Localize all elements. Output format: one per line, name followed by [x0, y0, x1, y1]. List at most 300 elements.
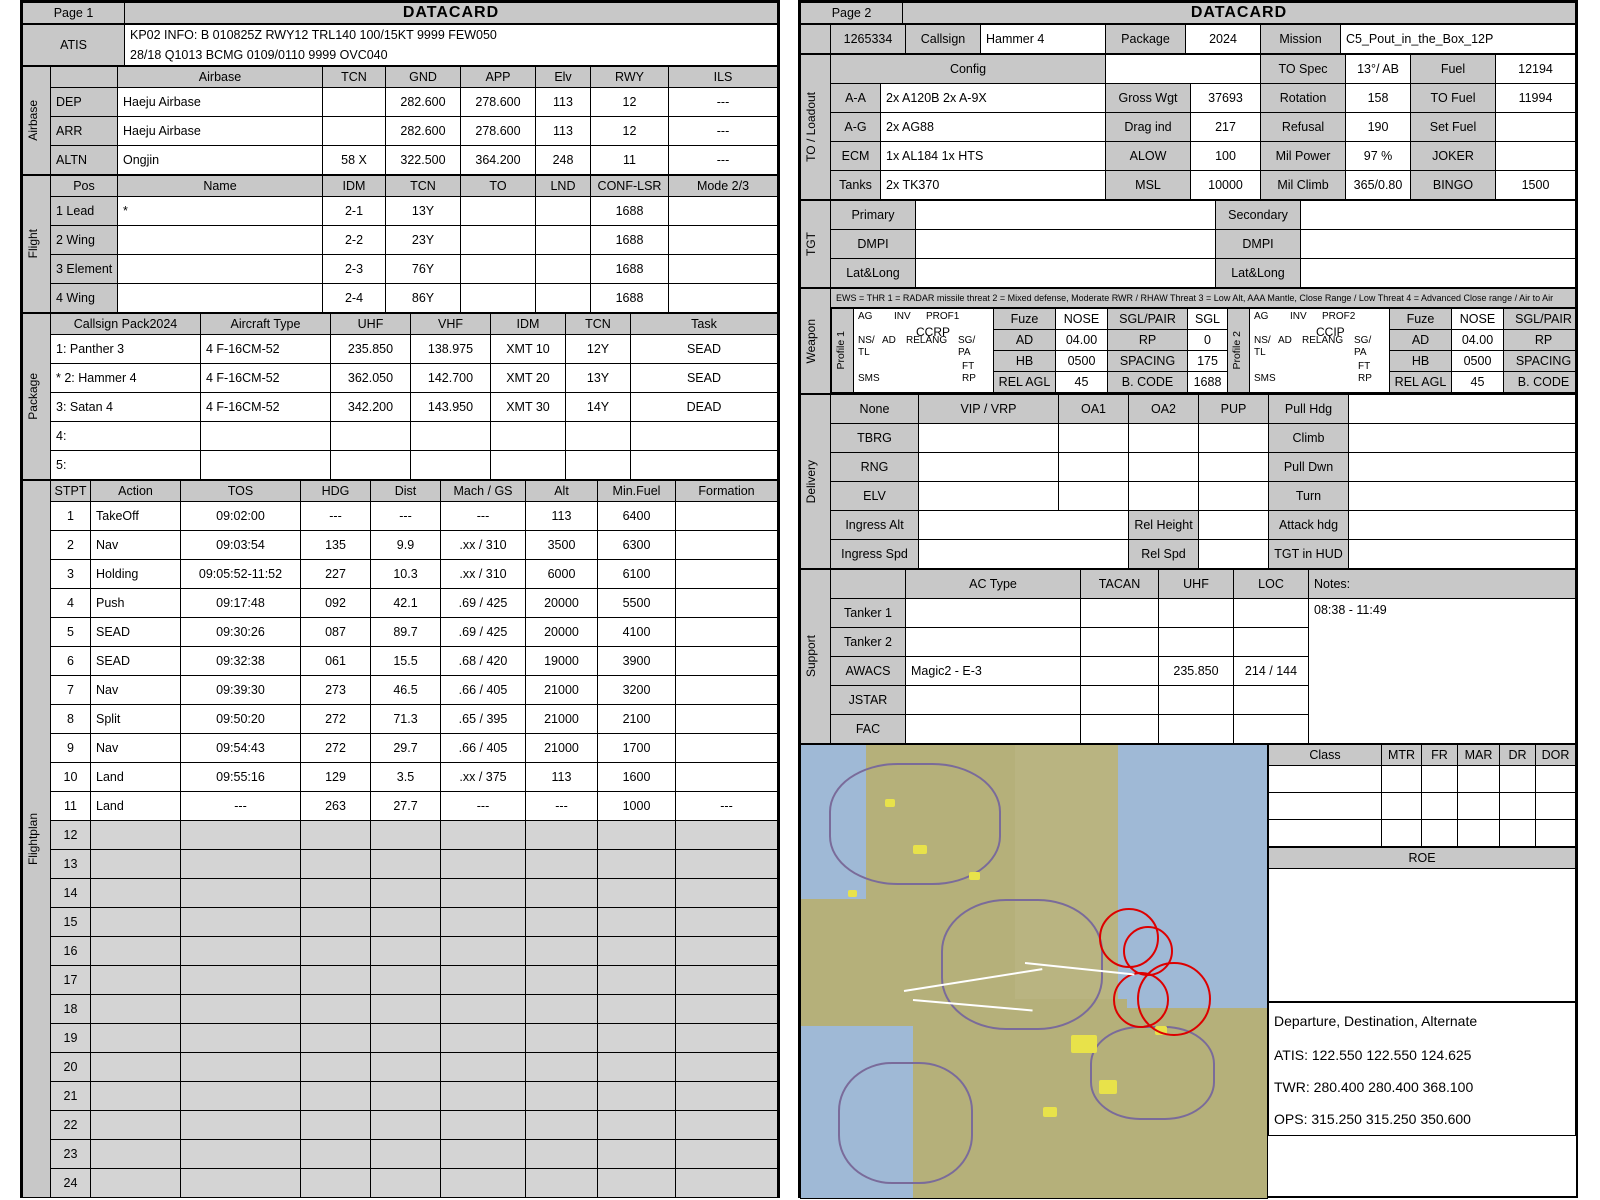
table-row	[23, 284, 778, 313]
profile-2-label-relang: RELANG	[1302, 335, 1344, 346]
fp-row-22-action	[91, 1111, 181, 1140]
fp-row-13-alt	[526, 850, 598, 879]
flightplan-section-label: Flightplan	[23, 481, 51, 1198]
package-col-task: Task	[631, 314, 778, 335]
tanker2-ac	[906, 628, 1081, 657]
alow-value: 100	[1191, 142, 1261, 171]
bingo-value: 1500	[1496, 171, 1576, 200]
fp-row-4-hdg: 092	[301, 589, 371, 618]
fp-row-22-fuel	[598, 1111, 676, 1140]
profile-1-spacing-label: SPACING	[1108, 351, 1188, 372]
fp-row-8-fuel: 2100	[598, 705, 676, 734]
flight-row-1-tcn: 13Y	[386, 197, 461, 226]
fp-row-19-form	[676, 1024, 778, 1053]
fp-row-2-dist: 9.9	[371, 531, 441, 560]
delivery-climb-label: Climb	[1269, 424, 1349, 453]
table-row	[801, 201, 1576, 230]
fp-col-mach: Mach / GS	[441, 481, 526, 502]
delivery-pull-dwn-label: Pull Dwn	[1269, 453, 1349, 482]
flight-section-label: Flight	[23, 176, 51, 313]
fp-row-2-form	[676, 531, 778, 560]
fp-row-16-mach	[441, 937, 526, 966]
fp-row-18-mach	[441, 995, 526, 1024]
delivery-pup: PUP	[1199, 395, 1269, 424]
profile-1-hb-label: HB	[994, 351, 1056, 372]
fp-row-21-alt	[526, 1082, 598, 1111]
flight-row-4-name	[118, 284, 323, 313]
package-row-3-task: DEAD	[631, 393, 778, 422]
delivery-oa2: OA2	[1129, 395, 1199, 424]
fp-row-15-tos	[181, 908, 301, 937]
fp-row-9-alt: 21000	[526, 734, 598, 763]
awacs-loc: 214 / 144	[1234, 657, 1309, 686]
flight-row-3-mode	[669, 255, 778, 284]
tgt-secondary-value	[1301, 201, 1576, 230]
profile-2-label-prof: PROF2	[1322, 311, 1356, 322]
fp-row-7-action: Nav	[91, 676, 181, 705]
fp-row-7-hdg: 273	[301, 676, 371, 705]
fp-row-5-action: SEAD	[91, 618, 181, 647]
awacs-label: AWACS	[831, 657, 906, 686]
profile-1-bcode-value: 1688	[1188, 372, 1228, 393]
table-row	[23, 705, 778, 734]
package-col-uhf: UHF	[331, 314, 411, 335]
profile-1-relagl-label: REL AGL	[994, 372, 1056, 393]
fp-row-20-tos	[181, 1053, 301, 1082]
table-row	[23, 618, 778, 647]
fp-row-7-mach: .66 / 405	[441, 676, 526, 705]
table-row	[23, 676, 778, 705]
fp-row-14-form	[676, 879, 778, 908]
table-row	[23, 1082, 778, 1111]
profile-1-label-pa: PA	[958, 347, 971, 358]
fp-col-alt: Alt	[526, 481, 598, 502]
package-row-5-callsign: 5:	[51, 451, 201, 480]
fp-row-20-mach	[441, 1053, 526, 1082]
profile-2-label-ns: NS/	[1254, 335, 1271, 346]
profile-1-label-inv: INV	[894, 311, 911, 322]
package-col-type: Aircraft Type	[201, 314, 331, 335]
profile-1-label-ns: NS/	[858, 335, 875, 346]
fp-row-8-action: Split	[91, 705, 181, 734]
tgt-latlong2-value	[1301, 259, 1576, 288]
package-row-4-vhf	[411, 422, 491, 451]
fp-row-3-action: Holding	[91, 560, 181, 589]
fp-row-17-stpt: 17	[51, 966, 91, 995]
attack-hdg-value	[1349, 511, 1576, 540]
mil-climb-value: 365/0.80	[1346, 171, 1411, 200]
class-col-mar: MAR	[1458, 745, 1500, 766]
class-r3c5	[1500, 820, 1536, 847]
tgt-in-hud-label: TGT in HUD	[1269, 540, 1349, 569]
profile-1-label-sms: SMS	[858, 373, 880, 384]
fp-row-4-stpt: 4	[51, 589, 91, 618]
drag-ind-label: Drag ind	[1106, 113, 1191, 142]
delivery-rng-v1	[919, 453, 1059, 482]
fp-row-23-form	[676, 1140, 778, 1169]
delivery-section-label: Delivery	[801, 395, 831, 569]
profile-1-label-tl: TL	[858, 347, 870, 358]
loadout-section-label: TO / Loadout	[801, 55, 831, 200]
table-row	[23, 197, 778, 226]
profile-1-hb-value: 0500	[1056, 351, 1108, 372]
freq-title: Departure, Destination, Alternate	[1269, 1003, 1576, 1040]
flight-row-1-to	[461, 197, 536, 226]
table-row	[23, 1169, 778, 1198]
airbase-row-dep-elv: 113	[536, 88, 591, 117]
fp-row-5-dist: 89.7	[371, 618, 441, 647]
bingo-label: BINGO	[1411, 171, 1496, 200]
class-table	[1268, 744, 1576, 847]
fp-row-8-tos: 09:50:20	[181, 705, 301, 734]
fp-row-23-action	[91, 1140, 181, 1169]
airbase-row-altn-name: Ongjin	[118, 146, 323, 175]
loadout-table	[800, 54, 1576, 200]
atis-table	[22, 24, 778, 66]
flight-row-1-mode	[669, 197, 778, 226]
fp-row-12-fuel	[598, 821, 676, 850]
fp-row-9-hdg: 272	[301, 734, 371, 763]
fp-row-1-hdg: ---	[301, 502, 371, 531]
fp-row-4-action: Push	[91, 589, 181, 618]
airbase-row-dep-name: Haeju Airbase	[118, 88, 323, 117]
delivery-rng-label: RNG	[831, 453, 919, 482]
tanker1-loc	[1234, 599, 1309, 628]
fp-row-6-form	[676, 647, 778, 676]
profile-1-rp-label: RP	[1108, 330, 1188, 351]
ingress-alt-value	[919, 511, 1129, 540]
fp-row-6-stpt: 6	[51, 647, 91, 676]
fp-row-10-fuel: 1600	[598, 763, 676, 792]
delivery-oa1: OA1	[1059, 395, 1129, 424]
delivery-table	[800, 394, 1576, 569]
package-row-3-uhf: 342.200	[331, 393, 411, 422]
fp-row-10-mach: .xx / 375	[441, 763, 526, 792]
fp-row-12-stpt: 12	[51, 821, 91, 850]
rel-height-value	[1199, 511, 1269, 540]
fac-uhf	[1159, 715, 1234, 744]
flight-row-2-to	[461, 226, 536, 255]
fp-row-3-alt: 6000	[526, 560, 598, 589]
profile-2-hb-label: HB	[1390, 351, 1452, 372]
airbase-row-altn-rwy: 11	[591, 146, 669, 175]
fp-row-16-alt	[526, 937, 598, 966]
fp-row-24-fuel	[598, 1169, 676, 1198]
fp-row-14-action	[91, 879, 181, 908]
loadout-ag-label: A-G	[831, 113, 881, 142]
profile-2-spacing-label: SPACING	[1504, 351, 1576, 372]
tgt-primary-label: Primary	[831, 201, 916, 230]
atis-line-2: 28/18 Q1013 BCMG 0109/0110 9999 OVC040	[125, 45, 778, 66]
fp-row-3-hdg: 227	[301, 560, 371, 589]
support-col-uhf: UHF	[1159, 570, 1234, 599]
fp-row-3-tos: 09:05:52-11:52	[181, 560, 301, 589]
delivery-elv-v1	[919, 482, 1059, 511]
fp-row-17-tos	[181, 966, 301, 995]
fp-row-16-tos	[181, 937, 301, 966]
support-table	[800, 569, 1576, 744]
package-row-1-callsign: 1: Panther 3	[51, 335, 201, 364]
airbase-col-gnd: GND	[386, 67, 461, 88]
fp-row-4-dist: 42.1	[371, 589, 441, 618]
airbase-col-ils: ILS	[669, 67, 778, 88]
tgt-latlong2-label: Lat&Long	[1216, 259, 1301, 288]
fp-row-11-form: ---	[676, 792, 778, 821]
roe-table	[1268, 847, 1576, 1002]
fp-col-action: Action	[91, 481, 181, 502]
fp-row-10-stpt: 10	[51, 763, 91, 792]
fp-row-22-alt	[526, 1111, 598, 1140]
fp-row-16-dist	[371, 937, 441, 966]
package-row-5-tcn	[566, 451, 631, 480]
refusal-label: Refusal	[1261, 113, 1346, 142]
fp-row-15-stpt: 15	[51, 908, 91, 937]
class-r3c2	[1382, 820, 1422, 847]
fp-row-22-stpt: 22	[51, 1111, 91, 1140]
airbase-row-arr-app: 278.600	[461, 117, 536, 146]
profile-2-label-tl: TL	[1254, 347, 1266, 358]
fp-row-13-mach	[441, 850, 526, 879]
table-row	[23, 908, 778, 937]
page2-header-table	[800, 2, 1576, 24]
jstar-loc	[1234, 686, 1309, 715]
delivery-rng-v3	[1129, 453, 1199, 482]
awacs-uhf: 235.850	[1159, 657, 1234, 686]
table-row	[23, 560, 778, 589]
delivery-none: None	[831, 395, 919, 424]
airbase-row-dep-app: 278.600	[461, 88, 536, 117]
freq-twr: TWR: 280.400 280.400 368.100	[1269, 1071, 1576, 1103]
flight-row-2-name	[118, 226, 323, 255]
profile-2-label-pa: PA	[1354, 347, 1367, 358]
airbase-row-dep-pos: DEP	[51, 88, 118, 117]
fp-col-formation: Formation	[676, 481, 778, 502]
fp-row-1-tos: 09:02:00	[181, 502, 301, 531]
config-value	[1106, 55, 1261, 84]
table-row	[801, 113, 1576, 142]
fp-row-3-stpt: 3	[51, 560, 91, 589]
airbase-row-altn-elv: 248	[536, 146, 591, 175]
flight-row-1-conf: 1688	[591, 197, 669, 226]
package-row-5-type	[201, 451, 331, 480]
tgt-primary-value	[916, 201, 1216, 230]
tgt-section-label: TGT	[801, 201, 831, 288]
airbase-row-altn-pos: ALTN	[51, 146, 118, 175]
joker-label: JOKER	[1411, 142, 1496, 171]
fp-row-5-mach: .69 / 425	[441, 618, 526, 647]
profile-1-bcode-label: B. CODE	[1108, 372, 1188, 393]
callsign-label: Callsign	[906, 25, 981, 54]
fp-row-23-alt	[526, 1140, 598, 1169]
fp-row-14-tos	[181, 879, 301, 908]
delivery-tbrg-label: TBRG	[831, 424, 919, 453]
freq-atis: ATIS: 122.550 122.550 124.625	[1269, 1039, 1576, 1071]
freq-table	[1268, 1002, 1576, 1136]
fp-row-10-action: Land	[91, 763, 181, 792]
package-row-4-tcn	[566, 422, 631, 451]
fp-row-17-hdg	[301, 966, 371, 995]
jstar-label: JSTAR	[831, 686, 906, 715]
fac-label: FAC	[831, 715, 906, 744]
fp-row-9-fuel: 1700	[598, 734, 676, 763]
flight-row-2-lnd	[536, 226, 591, 255]
fp-row-7-form	[676, 676, 778, 705]
mission-map[interactable]	[800, 744, 1268, 1199]
table-row	[1269, 766, 1576, 793]
ingress-alt-label: Ingress Alt	[831, 511, 919, 540]
table-row	[23, 589, 778, 618]
package-row-3-type: 4 F-16CM-52	[201, 393, 331, 422]
fp-row-15-dist	[371, 908, 441, 937]
class-col-fr: FR	[1422, 745, 1458, 766]
fp-row-19-alt	[526, 1024, 598, 1053]
fp-row-15-hdg	[301, 908, 371, 937]
fp-row-1-mach: ---	[441, 502, 526, 531]
fp-row-17-dist	[371, 966, 441, 995]
class-r2c1	[1269, 793, 1382, 820]
table-row	[801, 424, 1576, 453]
to-fuel-label: TO Fuel	[1411, 84, 1496, 113]
fp-row-20-dist	[371, 1053, 441, 1082]
ingress-spd-label: Ingress Spd	[831, 540, 919, 569]
profile-1-fuze-label: Fuze	[994, 309, 1056, 330]
package-row-2-uhf: 362.050	[331, 364, 411, 393]
fp-row-2-action: Nav	[91, 531, 181, 560]
table-row	[801, 84, 1576, 113]
fp-row-14-mach	[441, 879, 526, 908]
table-row	[23, 995, 778, 1024]
package-row-3-idm: XMT 30	[491, 393, 566, 422]
delivery-elv-v2	[1059, 482, 1129, 511]
fp-row-14-dist	[371, 879, 441, 908]
profile-2-label-ft: FT	[1358, 361, 1371, 372]
fp-row-18-alt	[526, 995, 598, 1024]
loadout-ecm-label: ECM	[831, 142, 881, 171]
fp-row-14-alt	[526, 879, 598, 908]
mission-id-spacer	[801, 25, 831, 54]
profile-1-label-relang: RELANG	[906, 335, 948, 346]
airbase-row-dep-ils: ---	[669, 88, 778, 117]
weapon-profiles-table	[831, 308, 1576, 393]
tanker2-tacan	[1081, 628, 1159, 657]
flight-col-tcn: TCN	[386, 176, 461, 197]
table-row	[801, 142, 1576, 171]
package-row-2-callsign: * 2: Hammer 4	[51, 364, 201, 393]
fac-tacan	[1081, 715, 1159, 744]
fp-row-13-fuel	[598, 850, 676, 879]
fp-row-19-mach	[441, 1024, 526, 1053]
tanker1-label: Tanker 1	[831, 599, 906, 628]
package-row-2-type: 4 F-16CM-52	[201, 364, 331, 393]
fp-row-2-fuel: 6300	[598, 531, 676, 560]
page2-label: Page 2	[801, 3, 903, 24]
fp-row-9-dist: 29.7	[371, 734, 441, 763]
fp-row-24-mach	[441, 1169, 526, 1198]
table-row	[23, 1053, 778, 1082]
fp-row-8-dist: 71.3	[371, 705, 441, 734]
fp-row-21-mach	[441, 1082, 526, 1111]
profile-2-label: Profile 2	[1228, 309, 1250, 393]
atis-line-1: KP02 INFO: B 010825Z RWY12 TRL140 100/15KT 9999 FEW050	[125, 25, 778, 46]
flight-row-4-conf: 1688	[591, 284, 669, 313]
roe-label: ROE	[1269, 848, 1576, 869]
fp-row-7-fuel: 3200	[598, 676, 676, 705]
profile-2-fuze-label: Fuze	[1390, 309, 1452, 330]
profile-1-ad-value: 04.00	[1056, 330, 1108, 351]
table-row	[23, 364, 778, 393]
delivery-rng-v4	[1199, 453, 1269, 482]
package-col-callsign: Callsign Pack2024	[51, 314, 201, 335]
airbase-row-arr-gnd: 282.600	[386, 117, 461, 146]
fp-row-8-hdg: 272	[301, 705, 371, 734]
flight-row-3-name	[118, 255, 323, 284]
airbase-row-arr-ils: ---	[669, 117, 778, 146]
table-row	[23, 734, 778, 763]
jstar-tacan	[1081, 686, 1159, 715]
profile-2-label-rp: RP	[1358, 373, 1372, 384]
package-row-2-vhf: 142.700	[411, 364, 491, 393]
delivery-tbrg-v3	[1129, 424, 1199, 453]
profile-2-label-sg: SG/	[1354, 335, 1372, 346]
freq-ops: OPS: 315.250 315.250 350.600	[1269, 1103, 1576, 1136]
mission-label: Mission	[1261, 25, 1341, 54]
weapon-section-label: Weapon	[801, 289, 831, 394]
fp-row-21-form	[676, 1082, 778, 1111]
flight-row-4-lnd	[536, 284, 591, 313]
flight-row-3-tcn: 76Y	[386, 255, 461, 284]
table-row	[1269, 793, 1576, 820]
airbase-col-app: APP	[461, 67, 536, 88]
joker-value	[1496, 142, 1576, 171]
mil-power-label: Mil Power	[1261, 142, 1346, 171]
flightplan-table	[22, 480, 778, 1198]
package-row-4-idm	[491, 422, 566, 451]
package-col-idm: IDM	[491, 314, 566, 335]
fp-row-13-hdg	[301, 850, 371, 879]
fp-row-15-action	[91, 908, 181, 937]
fp-row-9-tos: 09:54:43	[181, 734, 301, 763]
delivery-elv-v3	[1129, 482, 1199, 511]
config-label: Config	[831, 55, 1106, 84]
fp-row-11-tos: ---	[181, 792, 301, 821]
fp-row-12-dist	[371, 821, 441, 850]
fp-row-24-action	[91, 1169, 181, 1198]
delivery-turn-value	[1349, 482, 1576, 511]
flight-table	[22, 175, 778, 313]
flight-row-2-mode	[669, 226, 778, 255]
profile-2-ad-value: 04.00	[1452, 330, 1504, 351]
profile-2-label-inv: INV	[1290, 311, 1307, 322]
page-1	[20, 0, 780, 1198]
fp-col-tos: TOS	[181, 481, 301, 502]
fp-row-21-tos	[181, 1082, 301, 1111]
fp-row-11-action: Land	[91, 792, 181, 821]
package-col-vhf: VHF	[411, 314, 491, 335]
jstar-uhf	[1159, 686, 1234, 715]
to-spec-label: TO Spec	[1261, 55, 1346, 84]
airbase-row-altn-app: 364.200	[461, 146, 536, 175]
package-row-2-idm: XMT 20	[491, 364, 566, 393]
package-value: 2024	[1186, 25, 1261, 54]
airbase-col-rwy: RWY	[591, 67, 669, 88]
package-row-5-vhf	[411, 451, 491, 480]
profile-1-label-ag: AG	[858, 311, 873, 322]
table-row	[23, 1024, 778, 1053]
fp-row-14-stpt: 14	[51, 879, 91, 908]
fp-row-17-alt	[526, 966, 598, 995]
table-row	[23, 763, 778, 792]
table-row	[23, 1111, 778, 1140]
